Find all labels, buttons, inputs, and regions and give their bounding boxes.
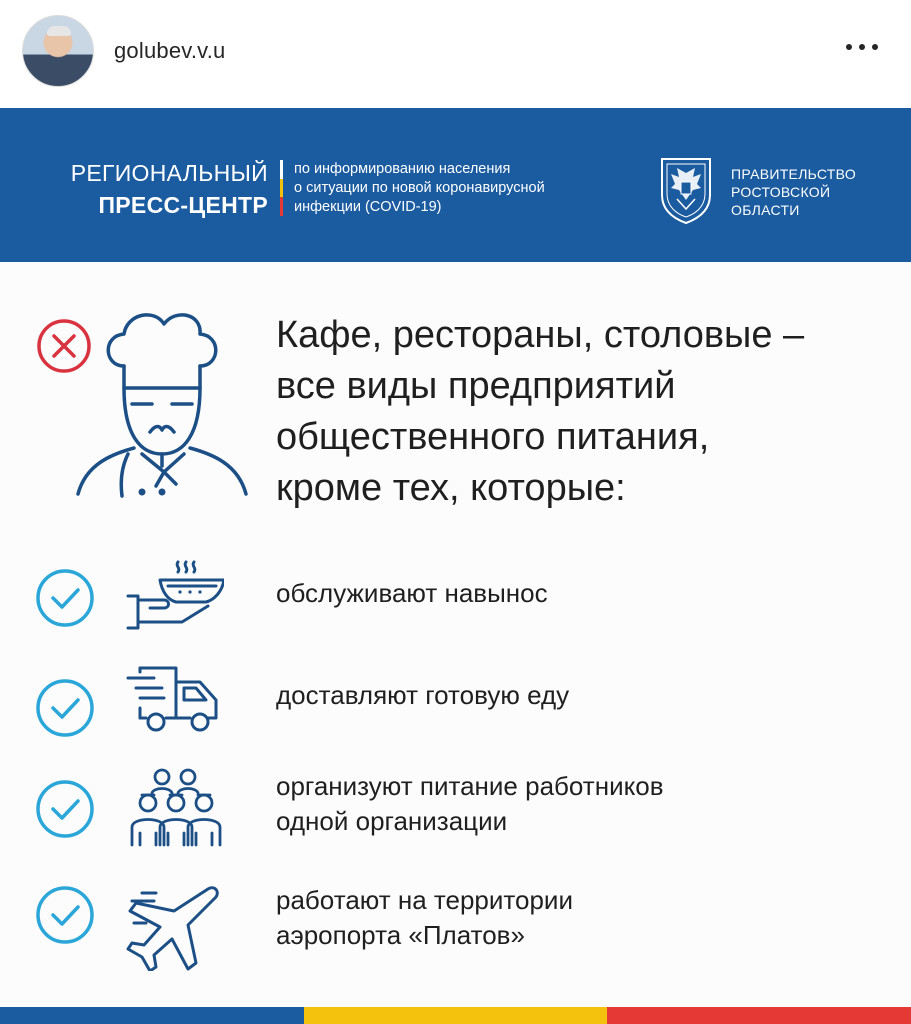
heading-line4: кроме тех, которые: [276,467,626,509]
press-center-banner [0,108,911,262]
delivery-truck-icon [124,662,224,736]
more-options-button[interactable] [842,36,882,56]
list-item-takeaway [0,550,911,640]
gov-line3: ОБЛАСТИ [731,202,800,218]
gov-line2: РОСТОВСКОЙ [731,184,831,200]
item-text [276,678,569,713]
banner-desc-line2: о ситуации по новой коронавирусной [294,180,545,196]
heading-line2: все виды предприятий [276,365,676,407]
banner-desc-line1: по информированию населения [294,161,511,177]
item-text-line2: аэропорта «Платов» [276,920,525,950]
check-icon [35,779,95,839]
item-text-line1: доставляют готовую еду [276,680,570,710]
post-header [0,0,911,108]
item-text-line1: обслуживают навынос [276,578,548,608]
item-text [276,769,664,839]
tricolor-stripe [280,160,283,216]
heading-line1: Кафе, рестораны, столовые – [276,314,805,356]
chef-icon [72,304,252,504]
item-text-line1: работают на территории [276,885,573,915]
check-icon [35,678,95,738]
takeaway-bowl-icon [124,556,224,636]
check-icon [35,885,95,945]
heading-line3: общественного питания, [276,416,710,458]
main-heading [276,310,896,514]
banner-title-line2: ПРЕСС-ЦЕНТР [98,192,268,218]
banner-description [294,160,624,217]
workers-group-icon [124,767,228,847]
post-image-content [0,262,911,1007]
coat-of-arms-icon [657,155,715,225]
gov-line1: ПРАВИТЕЛЬСТВО [731,166,857,182]
tricolor-bottom-bar [0,1007,911,1024]
list-item-delivery [0,662,911,752]
banner-desc-line3: инфекции (COVID-19) [294,199,442,215]
government-label [731,165,856,219]
banner-title-line1: РЕГИОНАЛЬНЫЙ [70,160,268,186]
airplane-icon [124,881,224,971]
list-item-airport [0,877,911,967]
username-link[interactable]: golubev.v.u [114,38,226,63]
avatar[interactable] [22,15,94,87]
item-text [276,883,573,953]
check-icon [35,568,95,628]
list-item-workers [0,767,911,857]
item-text [276,576,548,611]
item-text-line1: организуют питание работников [276,771,664,801]
item-text-line2: одной организации [276,806,508,836]
